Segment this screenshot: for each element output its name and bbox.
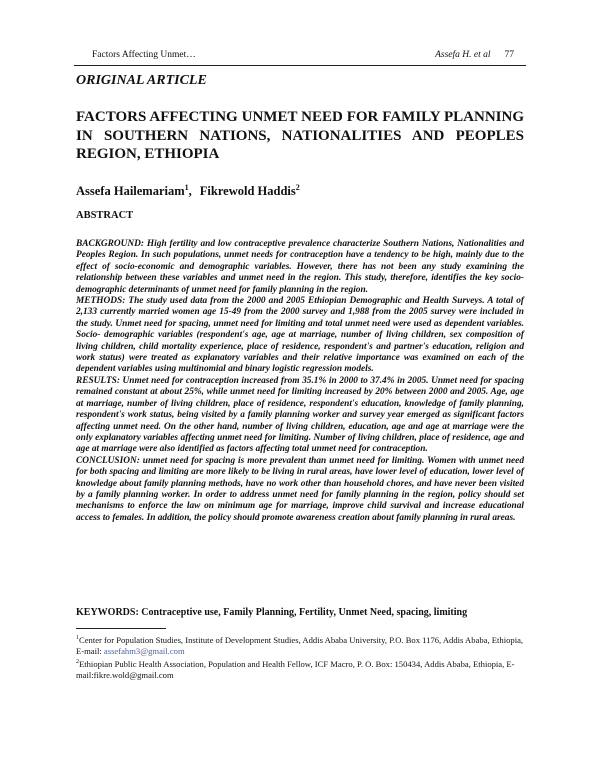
footnote-text: Center for Population Studies, Institute of Development Studies, Addis Ababa University, P.O. Box 1176, Addis Ababa, Ethiopia, E-mail: (76, 634, 524, 656)
running-title: Factors Affecting Unmet… (92, 50, 196, 60)
abstract-section-label: CONCLUSION: (76, 455, 140, 466)
author-name: Assefa Hailemariam (76, 184, 185, 199)
footnote-mark: 2 (76, 658, 79, 665)
abstract-section-label: RESULTS: (76, 375, 120, 386)
author-list (76, 183, 300, 199)
abstract-section-label: BACKGROUND: (76, 239, 145, 249)
footnotes (76, 633, 524, 681)
abstract-section-label: METHODS: (76, 296, 126, 307)
footnote-mark: 1 (76, 635, 79, 641)
abstract-conclusion (76, 456, 524, 524)
abstract-section-text: High fertility and low contraceptive prevalence characterize Southern Nations, Nationalities and Peoples Region. In such populations, unmet needs for contraception have a tendency to be high, mainly due to the effect of socio-economic and demographic variables. However, there has not been any study examining the relationship between these variables and unmet need in the region. This study, therefore, identifies the key socio- demographic determinants of unmet need for family planning in the region. (76, 239, 524, 295)
abstract-methods (76, 296, 524, 376)
abstract-section-text: The study used data from the 2000 and 2005 Ethiopian Demographic and Health Surveys. A total of 2,133 currently married women age 15-49 from the 2000 survey and 1,988 from the 2005 survey were included in the study. Unmet need for spacing, unmet need for limiting and total unmet need were used as dependent variables. Socio- demographic variables (respondent's age, age at marriage, number of living children, sex composition of living children, child mortality experience, place of residence, respondent's and partner's education, religion and work status) were treated as explanatory variables and their relative importance was examined on each of the dependent variables using multinomial and binary logistic regression models. (76, 296, 524, 375)
running-author: Assefa H. et al (435, 50, 491, 60)
abstract-section-text: Unmet need for contraception increased from 35.1% in 2000 to 37.4% in 2005. Unmet need for spacing remained constant at about 25%, while unmet need for limiting increased by 20% between 2000 and 2005. Age, age at marriage, number of living children, place of residence, respondent's education, knowledge of family planning, respondent's work status, being visited by a family planning worker and survey year emerged as significant factors affecting unmet need. On the other hand, number of living children, education, age and age at marriage were the only explanatory variables affecting unmet need for limiting. Number of living children, place of residence, age and age at marriage were also identified as factors affecting total unmet need for contraception. (76, 375, 524, 455)
author-separator: , (188, 184, 192, 199)
footnote-1 (76, 633, 524, 657)
footnote-text: Ethiopian Public Health Association, Population and Health Fellow, ICF Macro, P. O. Box: 150434, Addis Ababa, Ethiopia, E-mail:fikre.wold@gmail.com (76, 658, 515, 680)
keywords: KEYWORDS: Contraceptive use, Family Planning, Fertility, Unmet Need, spacing, limiting (76, 607, 468, 618)
author-affiliation-mark: 1 (184, 183, 189, 192)
article-title: FACTORS AFFECTING UNMET NEED FOR FAMILY PLANNING IN SOUTHERN NATIONS, NATIONALITIES AND PEOPLES REGION, ETHIOPIA (76, 109, 524, 162)
section-label: ORIGINAL ARTICLE (76, 73, 207, 88)
abstract-body (76, 239, 524, 524)
abstract-heading: ABSTRACT (76, 210, 134, 221)
running-author-page (435, 50, 514, 60)
author-affiliation-mark: 2 (295, 183, 300, 192)
abstract-section-text: unmet need for spacing is more prevalent than unmet need for limiting. Women with unmet need for both spacing and limiting are more likely to be living in rural areas, have lower level of education, lower level of knowledge about family planning methods, have no work other than household chores, and have never been visited by a family planning worker. In order to address unmet need for family planning in the region, policy should set mechanisms to enforce the law on minimum age for marriage, improve child survival and increase educational access to females. In addition, the policy should promote awareness creation about family planning in rural areas. (76, 455, 524, 523)
page-number: 77 (504, 50, 514, 60)
footnote-email-link[interactable]: assefahm3@gmail.com (103, 645, 185, 656)
abstract-background (76, 239, 524, 296)
footnote-rule (76, 628, 166, 629)
author-name: Fikrewold Haddis (199, 184, 296, 199)
footnote-2 (76, 657, 524, 681)
abstract-results (76, 376, 524, 456)
running-header (74, 47, 526, 66)
